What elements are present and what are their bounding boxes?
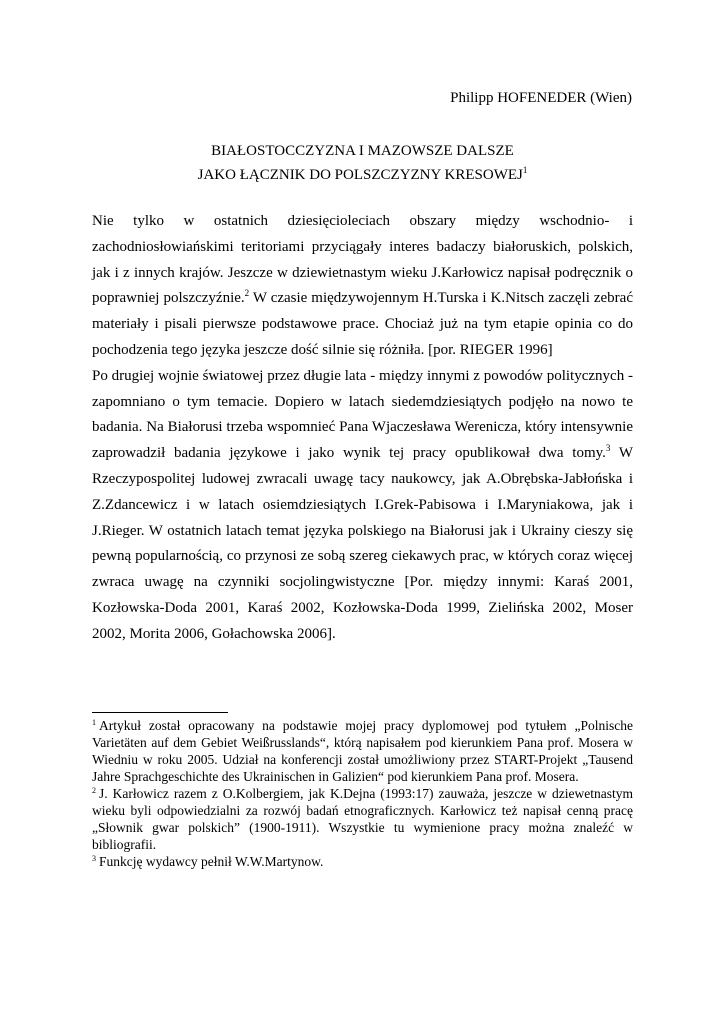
footnote-text: Funkcję wydawcy pełnił W.W.Martynow. [99,854,324,869]
paragraph-1 [92,209,633,364]
footnote-item [92,853,633,870]
footnote-ref-2[interactable]: 2 [244,288,250,299]
paragraph-2-part-b: W Rzeczypospolitej ludowej zwracali uwagę tacy naukowcy, jak A.Obrębska-Jabłońska i Z.Zdancewicz i w latach osiemdziesiątych I.Grek-Pabisowa i I.Maryniakowa, jak i J.Rieger. W ostatnich latach temat języka polskiego na Białorusi jak i Ukrainy cieszy się pewną popularnością, co przynosi ze sobą szereg ciekawych prac, w których coraz więcej zwraca uwagę na czynniki socjolingwistyczne [Por. między innymi: Karaś 2001, Kozłowska-Doda 2001, Karaś 2002, Kozłowska-Doda 1999, Zielińska 2002, Moser 2002, Morita 2006, Gołachowska 2006]. [92,445,634,642]
paragraph-1-part-b: W czasie międzywojennym H.Turska i K.Nitsch zaczęli zebrać materiały i pisali pierwsze podstawowe prace. Chociaż już na tym etapie opinia co do pochodzenia tego języka jeszcze dość silnie się różniła. [por. RIEGER 1996] [92,290,633,358]
footnote-ref-1[interactable]: 1 [522,165,528,175]
footnote-item [92,717,633,785]
title-line-2 [92,165,633,185]
paragraph-2-part-a: Po drugiej wojnie światowej przez długie lata - między innymi z powodów politycznych - zapomniano o tym temacie. Dopiero w latach siedemdziesiątych podjęło na nowo te badania. Na Białorusi trzeba wspomnieć Pana Wjaczesława Werenicza, który intensywnie zaprowadził badania językowe i jako wynik tej pracy opublikował dwa tomy. [92,367,633,462]
footnote-ref-3[interactable]: 3 [605,443,611,454]
footnote-item [92,785,633,853]
title-line-2-text: JAKO ŁĄCZNIK DO POLSZCZYZNY KRESOWEJ [197,167,523,183]
body-text [92,209,633,648]
footnote-text: Artykuł został opracowany na podstawie mojej pracy dyplomowej pod tytułem „Polnische Varietäten auf dem Gebiet Weißrusslands“, którą napisałem pod kierunkiem Pana prof. Mosera w Wiedniu w roku 2005. Udział na konferencji został umożliwiony przez START-Projekt „Tausend Jahre Sprachgeschichte des Ukrainischen in Galizien“ pod kierunkiem Pana prof. Mosera. [92,718,633,784]
title-line-1: BIAŁOSTOCCZYZNA I MAZOWSZE DALSZE [211,143,514,159]
footnote-mark: 3 [92,853,96,863]
footnote-separator [92,712,228,713]
footnote-mark: 2 [92,785,96,795]
paragraph-2 [92,364,633,648]
footnotes [92,717,633,870]
author-line: Philipp HOFENEDER (Wien) [450,90,632,106]
footnote-text: J. Karłowicz razem z O.Kolbergiem, jak K.Dejna (1993:17) zauważa, jeszcze w dziewetnastym wieku byli odpowiedzialni za rozwój badań etnograficznych. Karłowicz też napisał cenną pracę „Słownik gwar polskich” (1900-1911). Wszystkie tu wymienione pracy można znaleźć w bibliografii. [92,786,633,852]
footnote-mark: 1 [92,717,96,727]
paragraph-1-part-a: Nie tylko w ostatnich dziesięcioleciach obszary między wschodnio- i zachodniosłowiańskimi teritoriami przyciągały interes badaczy białoruskich, polskich, jak i z innych krajów. Jeszcze w dziewietnastym wieku J.Karłowicz napisał podręcznik o poprawniej polszczyźnie. [92,213,633,307]
